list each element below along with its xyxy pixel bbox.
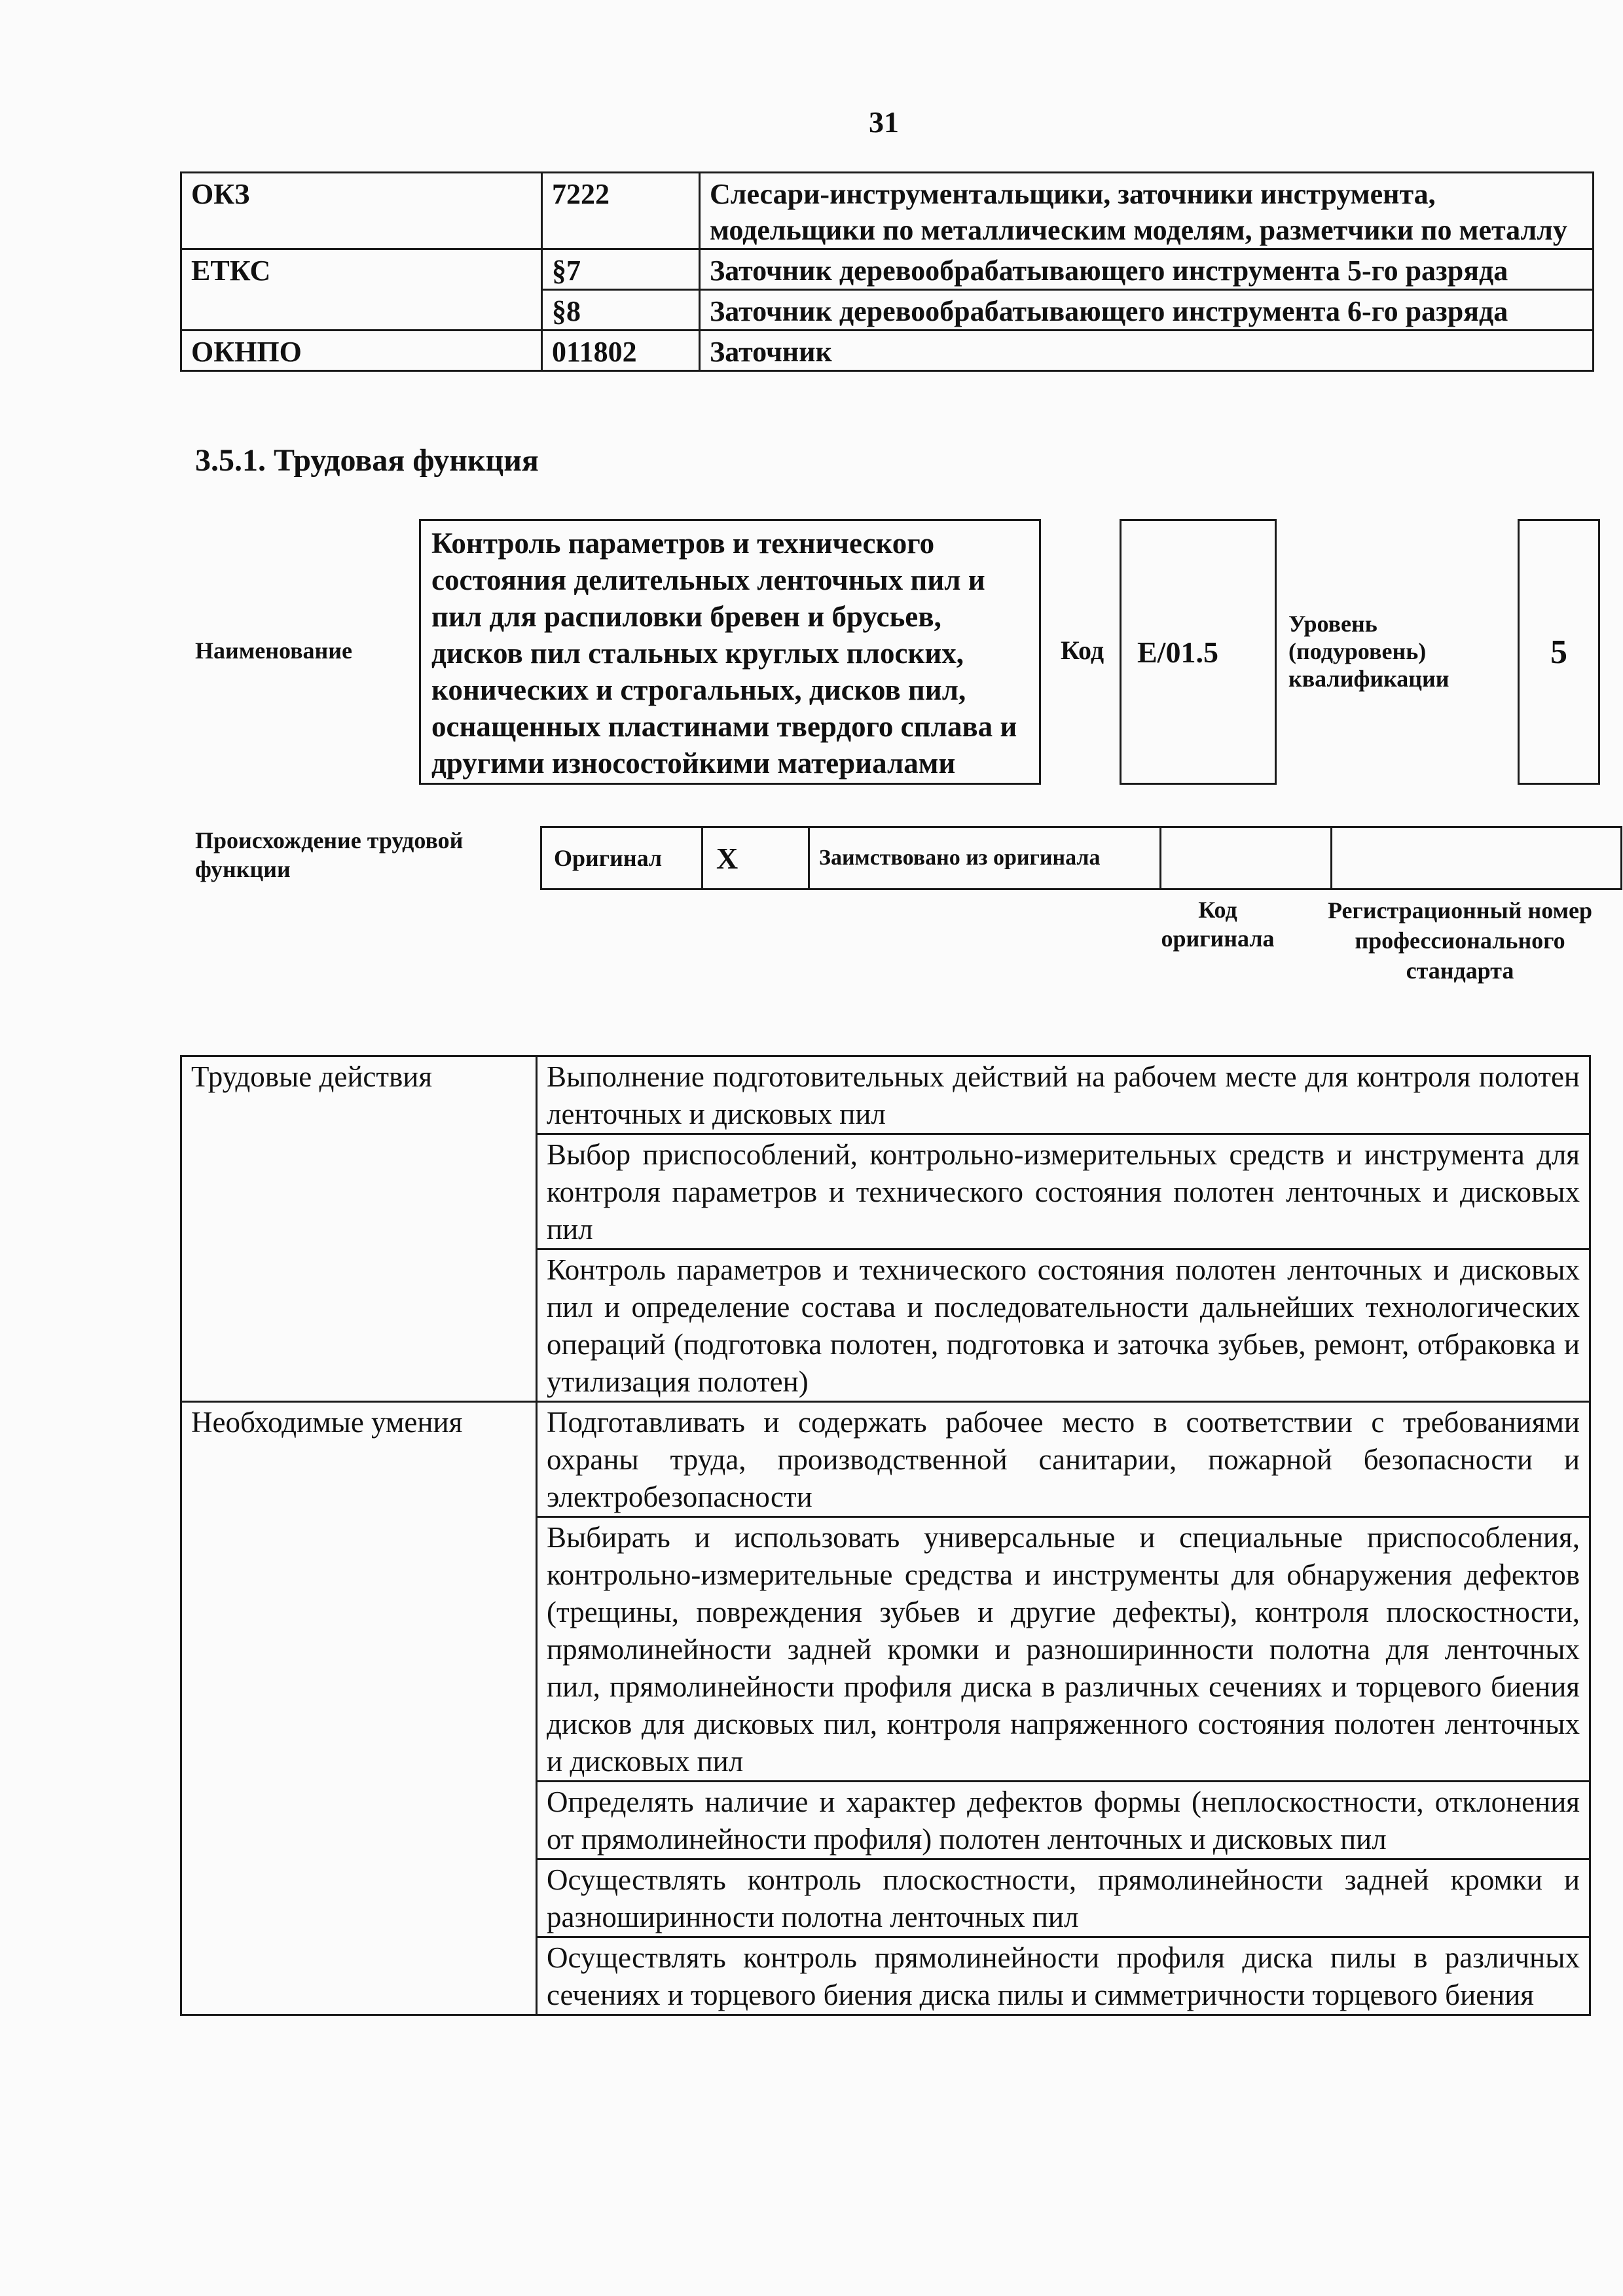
skill-item: Подготавливать и содержать рабочее место в соответствии с требованиями охраны труда, производственной санитарии, пожарной безопасности и электробезопасности	[537, 1402, 1590, 1517]
classifier-code: 011802	[542, 331, 700, 371]
qualification-level: 5	[1518, 519, 1600, 785]
skill-item: Выбирать и использовать универсальные и специальные приспособления, контрольно-измерительные средства и инструменты для обнаружения дефектов (трещины, повреждения зубьев и другие дефекты), контроля плоскостности, прямолинейности задней кромки и разноширинности полотна для ленточных пил, прямолинейности профиля диска в различных сечениях и торцевого биения дисков для дисковых пил, контроля напряженного состояния полотен ленточных и дисковых пил	[537, 1517, 1590, 1782]
category-cell	[181, 1859, 537, 1937]
registration-number-cell	[1332, 827, 1622, 889]
page-number: 31	[869, 105, 899, 139]
labor-actions-label: Трудовые действия	[181, 1056, 537, 1134]
skill-item: Определять наличие и характер дефектов формы (неплоскостности, отклонения от прямолинейности профиля) полотен ленточных и дисковых пил	[537, 1782, 1590, 1859]
registration-number-caption: Регистрационный номер профессионального стандарта	[1327, 897, 1593, 984]
category-cell	[181, 1517, 537, 1782]
table-row	[181, 1937, 1590, 2015]
section-heading: 3.5.1. Трудовая функция	[195, 443, 539, 478]
original-label: Оригинал	[541, 827, 702, 889]
origin-table	[540, 826, 1622, 890]
table-row	[181, 1402, 1590, 1517]
borrowed-label: Заимствовано из оригинала	[809, 827, 1161, 889]
table-row	[181, 1782, 1590, 1859]
original-mark: X	[702, 827, 809, 889]
labor-action-item: Контроль параметров и технического состояния полотен ленточных и дисковых пил и определение состава и последовательности дальнейших технологических операций (подготовка полотен, подготовка и заточка зубьев, ремонт, отбраковка и утилизация полотен)	[537, 1249, 1590, 1402]
category-cell	[181, 1782, 537, 1859]
classifier-code: §8	[542, 290, 700, 331]
original-code-caption: Код оригинала	[1161, 897, 1275, 952]
required-skills-label: Необходимые умения	[181, 1402, 537, 1517]
table-row	[181, 1056, 1590, 1134]
category-cell	[181, 1937, 537, 2015]
classifier-name	[181, 290, 542, 331]
skill-item: Осуществлять контроль плоскостности, прямолинейности задней кромки и разноширинности полотна ленточных пил	[537, 1859, 1590, 1937]
labor-action-item: Выполнение подготовительных действий на рабочем месте для контроля полотен ленточных и дисковых пил	[537, 1056, 1590, 1134]
classifier-text: Заточник деревообрабатывающего инструмента 5-го разряда	[700, 249, 1594, 290]
table-row	[181, 1249, 1590, 1402]
table-row	[181, 1517, 1590, 1782]
function-name: Контроль параметров и технического состояния делительных ленточных пил и пил для распиловки бревен и брусьев, дисков пил стальных круглых плоских, конических и строгальных, дисков пил, оснащенных пластинами твердого сплава и другими износостойкими материалами	[419, 519, 1041, 785]
classifier-name: ОКЗ	[181, 173, 542, 249]
classifier-row	[181, 331, 1594, 371]
classifier-name: ОКНПО	[181, 331, 542, 371]
classifier-text: Слесари-инструментальщики, заточники инструмента, модельщики по металлическим моделям, разметчики по металлу	[700, 173, 1594, 249]
original-code-cell	[1161, 827, 1332, 889]
name-label: Наименование	[195, 637, 352, 664]
category-cell	[181, 1134, 537, 1249]
skill-item: Осуществлять контроль прямолинейности профиля диска пилы в различных сечениях и торцевого биения диска пилы и симметричности торцевого биения	[537, 1937, 1590, 2015]
category-cell	[181, 1249, 537, 1402]
classifier-name: ЕТКС	[181, 249, 542, 290]
classifier-row	[181, 173, 1594, 249]
classifier-row	[181, 290, 1594, 331]
classifier-code: §7	[542, 249, 700, 290]
classifier-text: Заточник	[700, 331, 1594, 371]
qualification-level-label: Уровень (подуровень) квалификации	[1288, 611, 1450, 692]
classifier-code: 7222	[542, 173, 700, 249]
classifier-text: Заточник деревообрабатывающего инструмента 6-го разряда	[700, 290, 1594, 331]
table-row	[181, 1134, 1590, 1249]
function-code: E/01.5	[1120, 519, 1277, 785]
code-label: Код	[1061, 636, 1104, 665]
origin-label: Происхождение трудовой функции	[195, 827, 464, 882]
classifier-table	[180, 171, 1594, 372]
labor-action-item: Выбор приспособлений, контрольно-измерительных средств и инструмента для контроля параметров и технического состояния полотен ленточных и дисковых пил	[537, 1134, 1590, 1249]
table-row	[181, 1859, 1590, 1937]
labor-function-table	[180, 1055, 1591, 2016]
classifier-row	[181, 249, 1594, 290]
